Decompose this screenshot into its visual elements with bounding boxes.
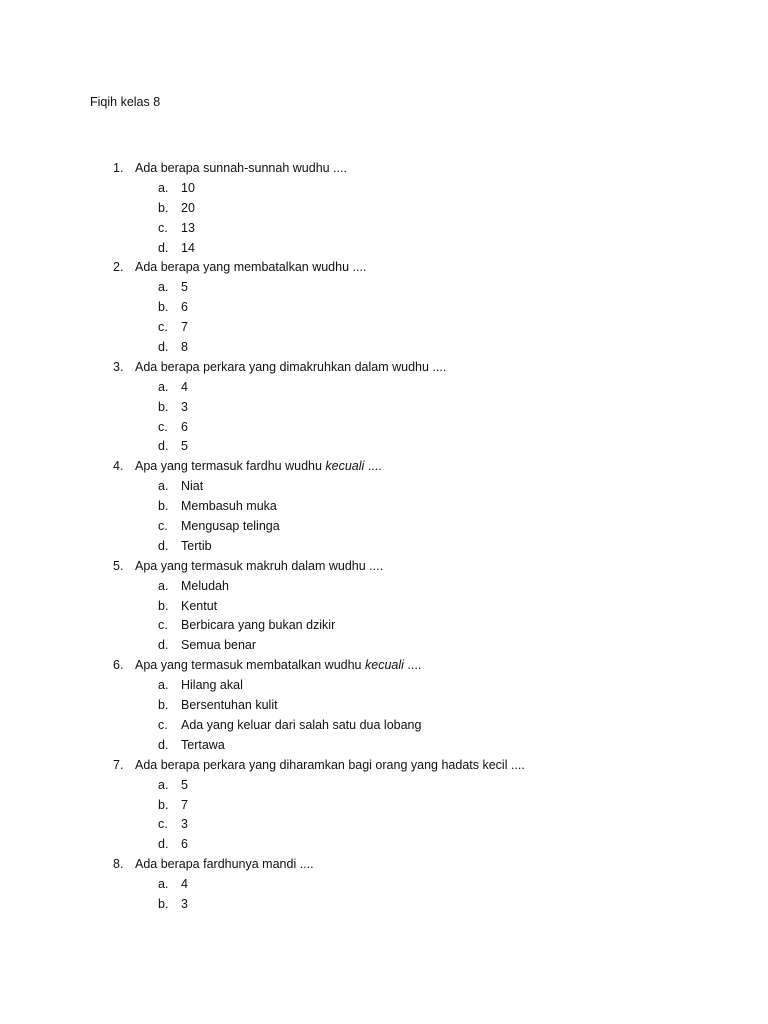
option-text: Kentut	[181, 598, 218, 613]
option-text: 5	[181, 777, 188, 792]
option-letter: c.	[158, 220, 168, 235]
option-text: 8	[181, 340, 188, 355]
option-text: 5	[181, 280, 188, 295]
question-text	[135, 457, 382, 477]
question-text-italic: kecuali	[365, 658, 404, 673]
question-text: Ada berapa perkara yang diharamkan bagi orang yang hadats kecil ....	[135, 757, 525, 772]
option-letter: a.	[158, 280, 169, 295]
option-letter: b.	[158, 300, 169, 315]
option-letter: c.	[158, 320, 168, 335]
question-text	[135, 656, 421, 676]
question-text-before: Apa yang termasuk fardhu wudhu	[135, 459, 326, 474]
question-text: Ada berapa perkara yang dimakruhkan dalam wudhu ....	[135, 359, 447, 374]
option-letter: a.	[158, 180, 169, 195]
question-number: 2.	[113, 260, 124, 275]
question-text-after: ....	[403, 658, 422, 673]
option-letter: a.	[158, 379, 169, 394]
option-letter: a.	[158, 678, 169, 693]
option-letter: d.	[158, 340, 169, 355]
option-letter: d.	[158, 638, 169, 653]
option-text: Niat	[181, 479, 204, 494]
option-letter: c.	[158, 817, 168, 832]
option-text: 13	[181, 220, 195, 235]
question-text: Ada berapa fardhunya mandi ....	[135, 857, 314, 872]
option-text: 5	[181, 439, 188, 454]
option-text: Tertib	[181, 538, 212, 553]
option-text: 6	[181, 419, 188, 434]
option-text: 20	[181, 200, 195, 215]
option-text: Membasuh muka	[181, 499, 277, 514]
option-text: Berbicara yang bukan dzikir	[181, 618, 336, 633]
option-text: 7	[181, 797, 188, 812]
question-number: 8.	[113, 857, 124, 872]
option-letter: d.	[158, 439, 169, 454]
option-letter: c.	[158, 618, 168, 633]
option-text: 3	[181, 896, 188, 911]
option-letter: b.	[158, 399, 169, 414]
option-text: Semua benar	[181, 638, 257, 653]
option-text: Bersentuhan kulit	[181, 698, 278, 713]
option-text: 7	[181, 320, 188, 335]
option-letter: a.	[158, 479, 169, 494]
option-letter: b.	[158, 896, 169, 911]
question-number: 3.	[113, 359, 124, 374]
option-text: 3	[181, 399, 188, 414]
question-number: 6.	[113, 658, 124, 673]
question-number: 1.	[113, 161, 124, 175]
option-text: 6	[181, 300, 188, 315]
document-title: Fiqih kelas 8	[90, 95, 161, 109]
option-text: Tertawa	[181, 737, 225, 752]
option-letter: b.	[158, 598, 169, 613]
option-text: 3	[181, 817, 188, 832]
option-letter: b.	[158, 698, 169, 713]
question-text: Apa yang termasuk makruh dalam wudhu ....	[135, 558, 384, 573]
question-text-after: ....	[364, 459, 382, 474]
option-text: 10	[181, 180, 195, 195]
option-letter: a.	[158, 578, 169, 593]
option-letter: c.	[158, 419, 168, 434]
option-text: 14	[181, 240, 195, 255]
option-text: Hilang akal	[181, 678, 243, 693]
option-letter: b.	[158, 499, 169, 514]
option-letter: c.	[158, 519, 168, 534]
option-text: 4	[181, 379, 188, 394]
option-text: Meludah	[181, 578, 229, 593]
question-number: 5.	[113, 558, 124, 573]
question-text-before: Apa yang termasuk membatalkan wudhu	[135, 658, 365, 673]
question-text: Ada berapa sunnah-sunnah wudhu ....	[135, 161, 347, 175]
option-letter: d.	[158, 837, 169, 852]
option-letter: d.	[158, 240, 169, 255]
option-text: 6	[181, 837, 188, 852]
option-text: Ada yang keluar dari salah satu dua lobang	[181, 717, 422, 732]
option-letter: a.	[158, 877, 169, 892]
option-letter: a.	[158, 777, 169, 792]
question-text: Ada berapa yang membatalkan wudhu ....	[135, 260, 367, 275]
option-letter: b.	[158, 797, 169, 812]
option-letter: d.	[158, 538, 169, 553]
question-number: 7.	[113, 757, 124, 772]
option-letter: d.	[158, 737, 169, 752]
option-letter: b.	[158, 200, 169, 215]
option-letter: c.	[158, 717, 168, 732]
option-text: 4	[181, 877, 188, 892]
question-text-italic: kecuali	[325, 459, 365, 474]
question-number: 4.	[113, 459, 124, 474]
option-text: Mengusap telinga	[181, 519, 280, 534]
